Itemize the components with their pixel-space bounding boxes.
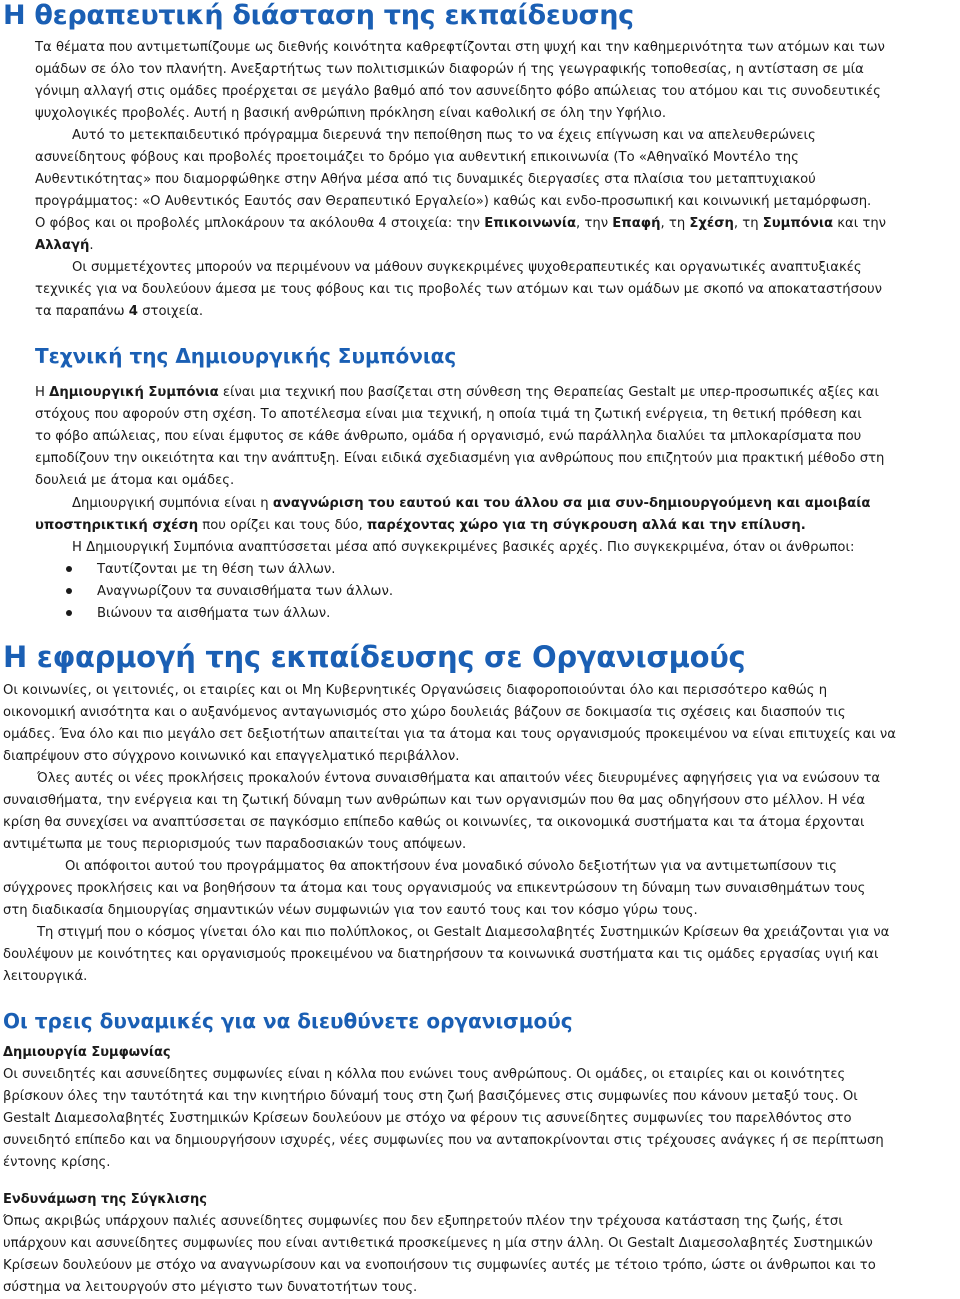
- paragraph-line: στόχους που αφορούν στη σχέση. Το αποτέλεσμα είναι μια τεχνική, η οποία τιμά τη ζωτική ενέργεια, τη θετική πρόθεση και: [35, 407, 862, 422]
- list-item: Βιώνουν τα αισθήματα των άλλων.: [97, 606, 331, 621]
- paragraph-line: υποστηρικτική σχέση που ορίζει και τους δύο, παρέχοντας χώρο για τη σύγκρουση αλλά και την επίλυση.: [35, 518, 806, 533]
- paragraph-line: ψυχολογικές προβολές. Αυτή η βασική ανθρώπινη πρόκληση είναι καθολική σε όλη την Υφήλιο.: [35, 106, 667, 121]
- list-item: Αναγνωρίζουν τα συναισθήματα των άλλων.: [97, 584, 394, 599]
- element-communication: Επικοινωνία: [484, 216, 577, 231]
- paragraph-line: αντιμέτωπα με τους περιορισμούς των παραδοσιακών τους απόψεων.: [3, 837, 467, 852]
- paragraph-line: συνειδητό επίπεδο και να δημιουργήσουν ισχυρές, νέες συμφωνίες που να ανταποκρίνονται στις τρέχουσες ανάγκες ή σε περίπτωση: [3, 1133, 884, 1148]
- paragraph-line: εμποδίζουν την οικειότητα και την ανάπτυξη. Είναι ειδικά σχεδιασμένη για ανθρώπους που επιζητούν μια πρακτική μέθοδο στη: [35, 451, 885, 466]
- paragraph-line: ομάδες. Ένα όλο και πιο μεγάλο σετ δεξιοτήτων απαιτείται για τα άτομα και τους οργανισμούς προκειμένου να είναι επιτυχείς και να: [3, 727, 896, 742]
- paragraph-line: δουλέψουν με κοινότητες και οργανισμούς προκειμένου να διατηρήσουν τα κοινωνικά συστήματα και τις ομάδες εργασίας υγιή και: [3, 947, 879, 962]
- section-title-therapeutic: Η θεραπευτική διάσταση της εκπαίδευσης: [3, 0, 634, 31]
- paragraph-line: σύγχρονες προκλήσεις και να βοηθήσουν τα άτομα και τους οργανισμούς να επικεντρώσουν τη δύναμη των συναισθημάτων τους: [3, 881, 866, 896]
- paragraph-line: προγράμματος: «Ο Αυθεντικός Εαυτός σαν Θεραπευτικό Εργαλείο») καθώς και ενδο-προσωπική και κοινωνική μεταμόρφωση.: [35, 194, 872, 209]
- paragraph-line: συναισθήματα, την ενέργεια και τη ζωτική δύναμη των ανθρώπων και των οργανισμών που θα μας οδηγήσουν στο μέλλον. Η νέα: [3, 793, 866, 808]
- paragraph-line: Τη στιγμή που ο κόσμος γίνεται όλο και πιο πολύπλοκος, οι Gestalt Διαμεσολαβητές Συστημικών Κρίσεων θα χρειάζονται για να: [37, 925, 890, 940]
- list-item: Ταυτίζονται με τη θέση των άλλων.: [97, 562, 336, 577]
- paragraph-line: στη διαδικασία δημιουργίας σημαντικών νέων συμφωνιών για τον εαυτό τους και τον κόσμο γύρω τους.: [3, 903, 698, 918]
- subheading-agreement: Δημιουργία Συμφωνίας: [3, 1045, 171, 1060]
- paragraph-line: Η Δημιουργική Συμπόνια είναι μια τεχνική που βασίζεται στη σύνθεση της Θεραπείας Gestalt με υπερ-προσωπικές αξίες και: [35, 385, 879, 400]
- paragraph-line: τεχνικές για να δουλεύουν άμεσα με τους φόβους και τις προβολές των ατόμων και των ομάδων με σκοπό να αποκαταστήσουν: [35, 282, 883, 297]
- paragraph-line: Gestalt Διαμεσολαβητές Συστημικών Κρίσεων δουλεύουν με στόχο να φέρουν τις ασυνείδητες συμφωνίες του παρελθόντος στο: [3, 1111, 852, 1126]
- paragraph-line: ασυνείδητους φόβους και προβολές προετοιμάζει το δρόμο για αυθεντική επικοινωνία (Το «Αθηναϊκό Μοντέλο της: [35, 150, 799, 165]
- element-contact: Επαφή: [612, 216, 661, 231]
- section-title-technique: Τεχνική της Δημιουργικής Συμπόνιας: [35, 344, 457, 368]
- element-compassion: Συμπόνια: [762, 216, 834, 231]
- bullet-icon: [66, 588, 72, 594]
- paragraph-line: Η Δημιουργική Συμπόνια αναπτύσσεται μέσα από συγκεκριμένες βασικές αρχές. Πιο συγκεκριμένα, όταν οι άνθρωποι:: [72, 540, 855, 555]
- paragraph-line: διαπρέψουν στο σύγχρονο κοινωνικό και επαγγελματικό περιβάλλον.: [3, 749, 460, 764]
- paragraph-line: υπάρχουν και ασυνείδητες συμφωνίες που είναι αντιθετικά προσκείμενες η μία στην άλλη. Οι Gestalt Διαμεσολαβητές Συστημικών: [3, 1236, 873, 1251]
- paragraph-line: τα παραπάνω 4 στοιχεία.: [35, 304, 204, 319]
- paragraph-line: δουλειά με άτομα και ομάδες.: [35, 473, 235, 488]
- paragraph-line: λειτουργικά.: [3, 969, 88, 984]
- paragraph-line: Όπως ακριβώς υπάρχουν παλιές ασυνείδητες συμφωνίες που δεν εξυπηρετούν πλέον την τρέχουσα κατάσταση της ζωής, έτσι: [3, 1214, 843, 1229]
- element-change: Αλλαγή: [35, 238, 90, 253]
- paragraph-line: έντονης κρίσης.: [3, 1155, 111, 1170]
- paragraph-line: Αυθεντικότητας» που διαμορφώθηκε στην Αθήνα μέσα από τις δυναμικές διεργασίες στα πλαίσια του μεταπτυχιακού: [35, 172, 816, 187]
- elements-line-end: Αλλαγή.: [35, 238, 94, 253]
- section-title-organizations: Η εφαρμογή της εκπαίδευσης σε Οργανισμούς: [3, 640, 746, 674]
- paragraph-line: ομάδων σε όλο τον πλανήτη. Ανεξαρτήτως των πολιτισμικών διαφορών ή της γεωγραφικής τοποθεσίας, η αντίσταση σε μία: [35, 62, 864, 77]
- paragraph-line: οικονομική ανισότητα και ο αυξανόμενος ανταγωνισμός στο χώρο δουλειάς βάζουν σε δοκιμασία τις σχέσεις και διασπούν τις: [3, 705, 846, 720]
- subheading-convergence: Ενδυνάμωση της Σύγκλισης: [3, 1192, 207, 1207]
- paragraph-line: γόνιμη αλλαγή στις ομάδες προέρχεται σε μεγάλο βαθμό από τον ασυνείδητο φόβο απώλειας του ατόμου και τις συνοδευτικές: [35, 84, 881, 99]
- paragraph-line: βρίσκουν όλες την ταυτότητά και την κινητήριο δύναμή τους στη ζωή βασιζόμενες στις συμφωνίες που κάνουν μεταξύ τους. Οι: [3, 1089, 858, 1104]
- paragraph-line: κρίση θα συνεχίσει να αναπτύσσεται σε παγκόσμιο επίπεδο καθώς οι κοινωνίες, τα οικονομικά συστήματα και τα άτομα έρχονται: [3, 815, 865, 830]
- element-relationship: Σχέση: [689, 216, 734, 231]
- paragraph-line: το φόβο απώλειας, που είναι έμφυτος σε κάθε άνθρωπο, ομάδα ή οργανισμό, ενώ παράλληλα διαλύει τα μπλοκαρίσματα που: [35, 429, 862, 444]
- paragraph-line: Αυτό το μετεκπαιδευτικό πρόγραμμα διερευνά την πεποίθηση πως το να έχεις επίγνωση και να απελευθερώνεις: [72, 128, 816, 143]
- paragraph-line: Όλες αυτές οι νέες προκλήσεις προκαλούν έντονα συναισθήματα και απαιτούν νέες διευρυμένες αφηγήσεις για να ενώσουν τα: [37, 771, 881, 786]
- paragraph-line: Οι συνειδητές και ασυνείδητες συμφωνίες είναι η κόλλα που ενώνει τους ανθρώπους. Οι ομάδες, οι εταιρίες και οι κοινότητες: [3, 1067, 846, 1082]
- paragraph-line: Οι απόφοιτοι αυτού του προγράμματος θα αποκτήσουν ένα μοναδικό σύνολο δεξιοτήτων για να αντιμετωπίσουν τις: [65, 859, 838, 874]
- paragraph-line: Οι συμμετέχοντες μπορούν να περιμένουν να μάθουν συγκεκριμένες ψυχοθεραπευτικές και οργανωτικές αναπτυξιακές: [72, 260, 862, 275]
- bullet-icon: [66, 610, 72, 616]
- section-title-dynamics: Οι τρεις δυναμικές για να διευθύνετε οργανισμούς: [3, 1009, 573, 1033]
- bullet-icon: [66, 566, 72, 572]
- paragraph-line: Οι κοινωνίες, οι γειτονιές, οι εταιρίες και οι Μη Κυβερνητικές Οργανώσεις διαφοροποιούνται όλο και περισσότερο καθώς η: [3, 683, 828, 698]
- paragraph-line: Κρίσεων δουλεύουν με στόχο να αναγνωρίσουν και να ενοποιήσουν τις συμφωνίες αυτές με τέτοιο τρόπο, ώστε οι άνθρωποι και το: [3, 1258, 876, 1273]
- paragraph-line: σύστημα να λειτουργούν στο μέγιστο των δυνατοτήτων τους.: [3, 1280, 418, 1295]
- elements-line: Ο φόβος και οι προβολές μπλοκάρουν τα ακόλουθα 4 στοιχεία: την Επικοινωνία, την Επαφή, τη Σχέση, τη Συμπόνια και την: [35, 216, 887, 231]
- paragraph-line: Δημιουργική συμπόνια είναι η αναγνώριση του εαυτού και του άλλου σα μια συν-δημιουργούμενη και αμοιβαία: [72, 496, 871, 511]
- paragraph-line: Τα θέματα που αντιμετωπίζουμε ως διεθνής κοινότητα καθρεφτίζονται στη ψυχή και την καθημερινότητα των ατόμων και των: [35, 40, 885, 55]
